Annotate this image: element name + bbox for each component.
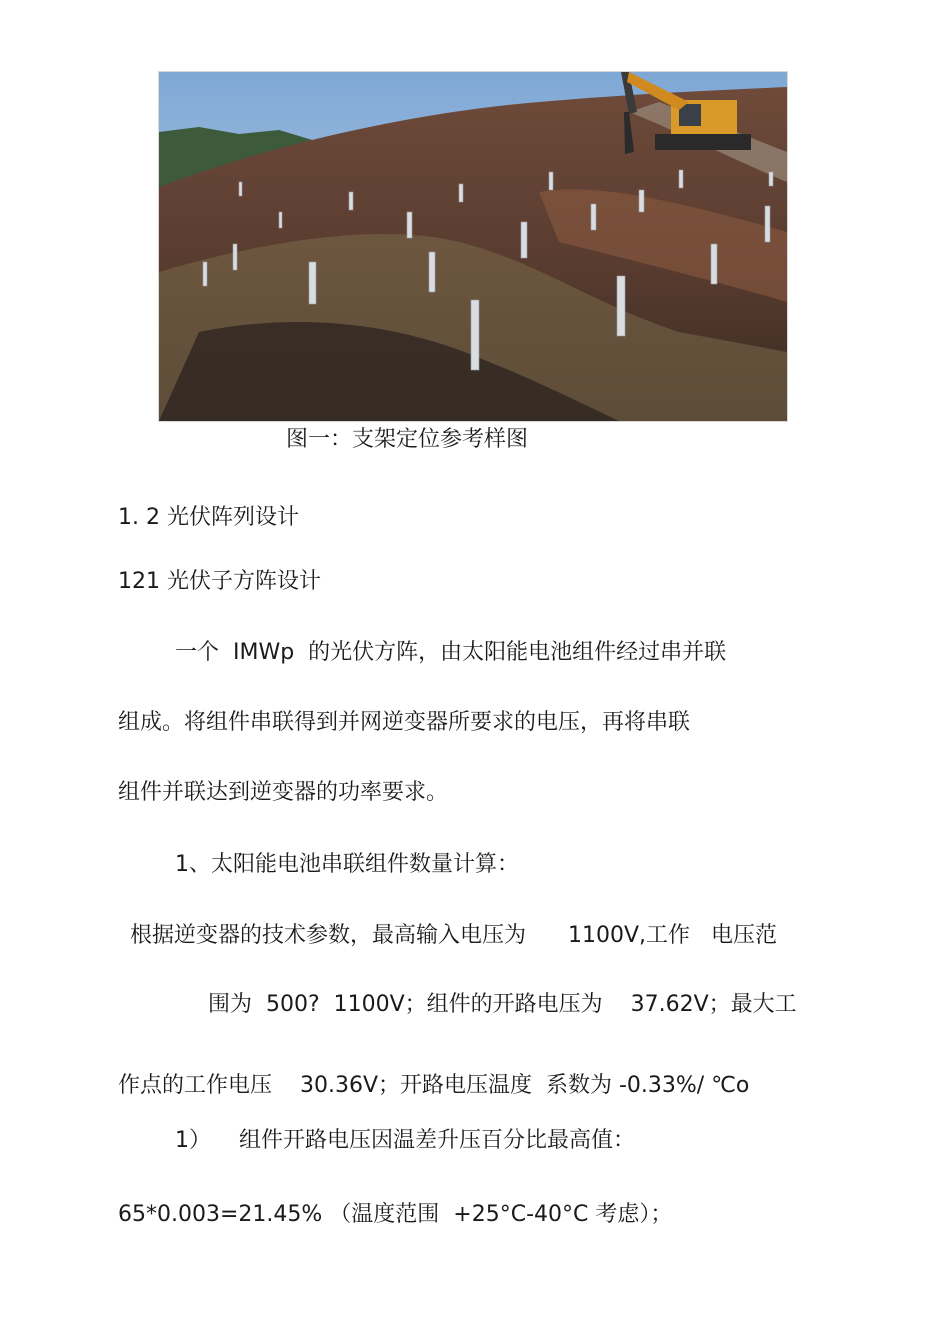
paragraph-1: 一个 IMWp 的光伏方阵，由太阳能电池组件经过串并联 (175, 640, 727, 665)
figure-caption: 图一：支架定位参考样图 (286, 427, 529, 452)
paragraph-5: 根据逆变器的技术参数，最高输入电压为 1100V,工作 电压范 (130, 923, 777, 948)
paragraph-2: 组成。将组件串联得到并网逆变器所要求的电压，再将串联 (118, 710, 691, 735)
photo-illustration (159, 72, 787, 421)
paragraph-6: 围为 500? 1100V；组件的开路电压为 37.62V；最大工 (208, 992, 797, 1017)
paragraph-4: 1、太阳能电池串联组件数量计算： (175, 852, 519, 877)
paragraph-3: 组件并联达到逆变器的功率要求。 (118, 780, 449, 805)
section-heading: 1. 2 光伏阵列设计 (118, 505, 299, 530)
paragraph-8: 1） 组件开路电压因温差升压百分比最高值： (175, 1128, 635, 1153)
bracket-positioning-photo (158, 71, 788, 422)
paragraph-7: 作点的工作电压 30.36V；开路电压温度 系数为 -0.33%/ ℃o (118, 1073, 750, 1098)
paragraph-9: 65*0.003=21.45% （温度范围 +25°C-40°C 考虑）； (118, 1202, 673, 1227)
subsection-heading: 121 光伏子方阵设计 (118, 569, 321, 594)
